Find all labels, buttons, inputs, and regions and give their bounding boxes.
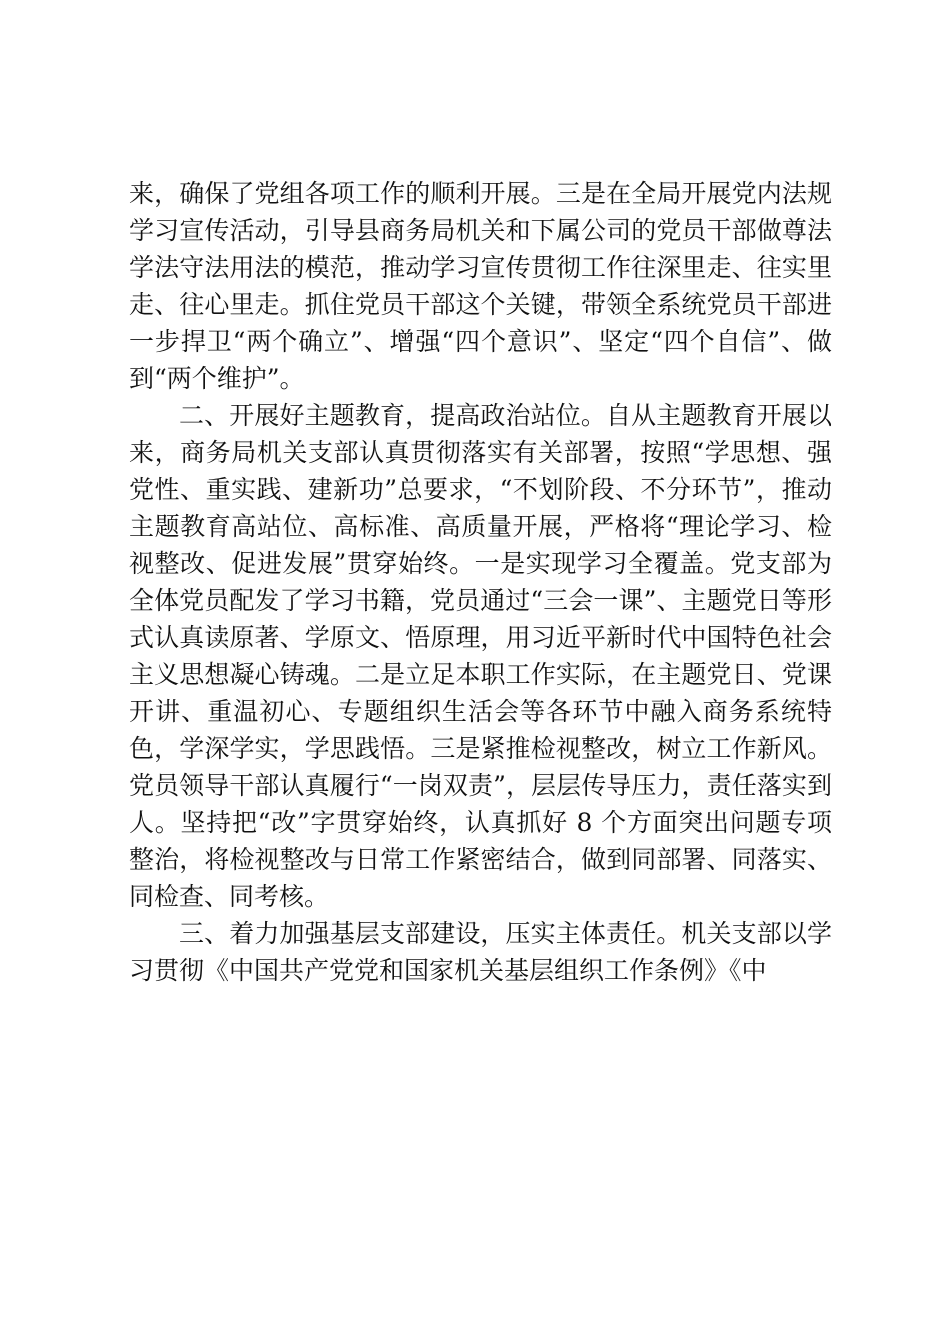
paragraph-topic-education: 二、开展好主题教育，提高政治站位。自从主题教育开展以来，商务局机关支部认真贯彻落实有关部署，按照“学思想、强党性、重实践、建新功”总要求，“不划阶段、不分环节”，推动主题教育高站位、高标准、高质量开展，严格将“理论学习、检视整改、促进发展”贯穿始终。一是实现学习全覆盖。党支部为全体党员配发了学习书籍，党员通过“三会一课”、主题党日等形式认真读原著、学原文、悟原理，用习近平新时代中国特色社会主义思想凝心铸魂。二是立足本职工作实际，在主题党日、党课开讲、重温初心、专题组织生活会等各环节中融入商务系统特色，学深学实，学思践悟。三是紧推检视整改，树立工作新风。党员领导干部认真履行“一岗双责”，层层传导压力，责任落实到人。坚持把“改”字贯穿始终，认真抓好 8 个方面突出问题专项整治，将检视整改与日常工作紧密结合，做到同部署、同落实、同检查、同考核。 xyxy=(129,401,832,911)
paragraph-branch-building: 三、着力加强基层支部建设，压实主体责任。机关支部以学习贯彻《中国共产党党和国家机关基层组织工作条例》《中 xyxy=(129,919,832,985)
body-text xyxy=(129,175,832,989)
paragraph-continuation: 来，确保了党组各项工作的顺利开展。三是在全局开展党内法规学习宣传活动，引导县商务局机关和下属公司的党员干部做尊法学法守法用法的模范，推动学习宣传贯彻工作往深里走、往实里走、往心里走。抓住党员干部这个关键，带领全系统党员干部进一步捍卫“两个确立”、增强“四个意识”、坚定“四个自信”、做到“两个维护”。 xyxy=(129,179,832,393)
